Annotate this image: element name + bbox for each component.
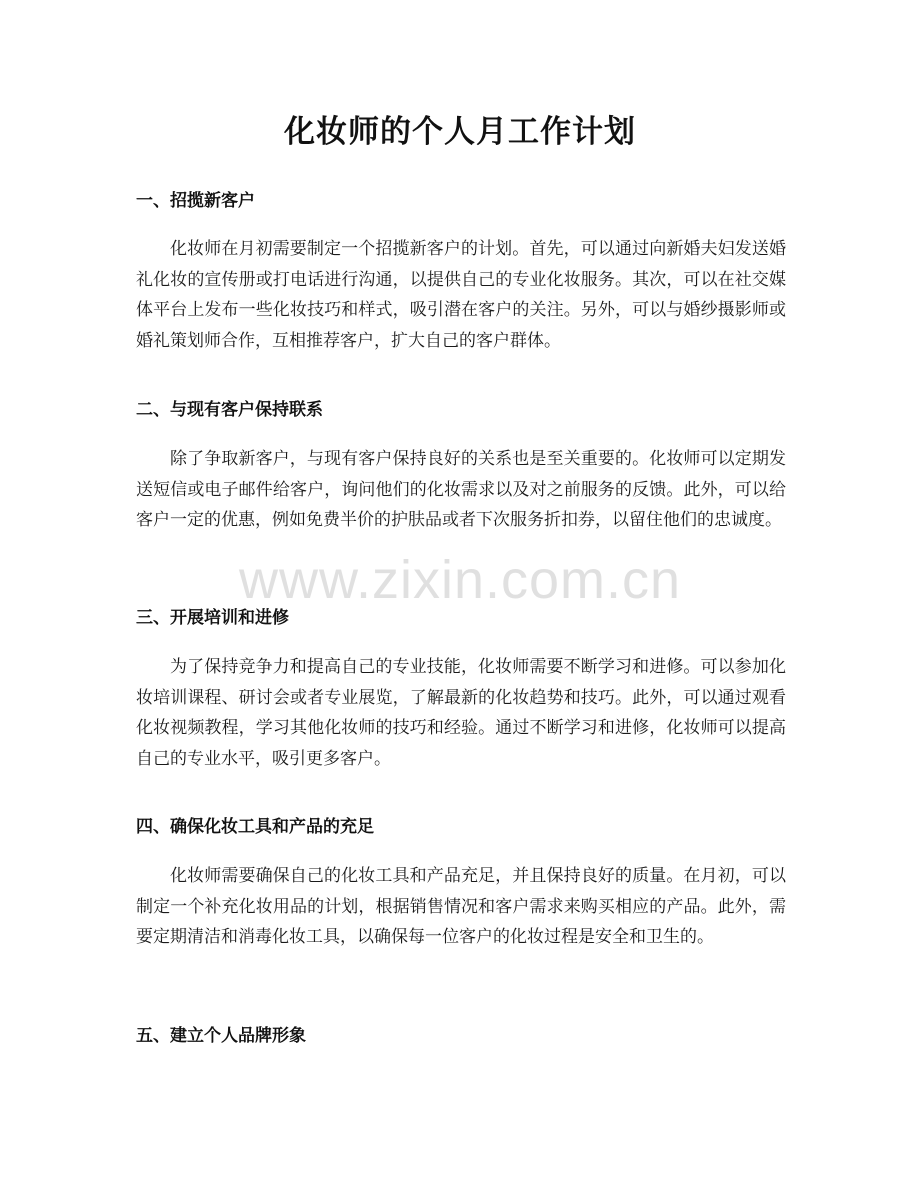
section-heading-3: 三、开展培训和进修 [136, 608, 289, 628]
watermark-text: www.zixin.com.cn [238, 550, 682, 610]
section-body-1: 化妆师在月初需要制定一个招揽新客户的计划。首先，可以通过向新婚夫妇发送婚礼化妆的宣传册或打电话进行沟通，以提供自己的专业化妆服务。其次，可以在社交媒体平台上发布一些化妆技巧和样式，吸引潜在客户的关注。另外，可以与婚纱摄影师或婚礼策划师合作，互相推荐客户，扩大自己的客户群体。 [136, 239, 786, 351]
section-body-3: 为了保持竞争力和提高自己的专业技能，化妆师需要不断学习和进修。可以参加化妆培训课程、研讨会或者专业展览，了解最新的化妆趋势和技巧。此外，可以通过观看化妆视频教程，学习其他化妆师的技巧和经验。通过不断学习和进修，化妆师可以提高自己的专业水平，吸引更多客户。 [136, 657, 786, 769]
section-body-4: 化妆师需要确保自己的化妆工具和产品充足，并且保持良好的质量。在月初，可以制定一个补充化妆用品的计划，根据销售情况和客户需求来购买相应的产品。此外，需要定期清洁和消毒化妆工具，以确保每一位客户的化妆过程是安全和卫生的。 [136, 866, 786, 947]
section-heading-2: 二、与现有客户保持联系 [136, 400, 323, 420]
section-heading-1: 一、招揽新客户 [136, 191, 255, 211]
section-body-2: 除了争取新客户，与现有客户保持良好的关系也是至关重要的。化妆师可以定期发送短信或电子邮件给客户，询问他们的化妆需求以及对之前服务的反馈。此外，可以给客户一定的优惠，例如免费半价的护肤品或者下次服务折扣券，以留住他们的忠诚度。 [136, 449, 786, 530]
document-title: 化妆师的个人月工作计划 [284, 114, 636, 150]
section-heading-5: 五、建立个人品牌形象 [136, 1026, 306, 1046]
section-heading-4: 四、确保化妆工具和产品的充足 [136, 817, 374, 837]
